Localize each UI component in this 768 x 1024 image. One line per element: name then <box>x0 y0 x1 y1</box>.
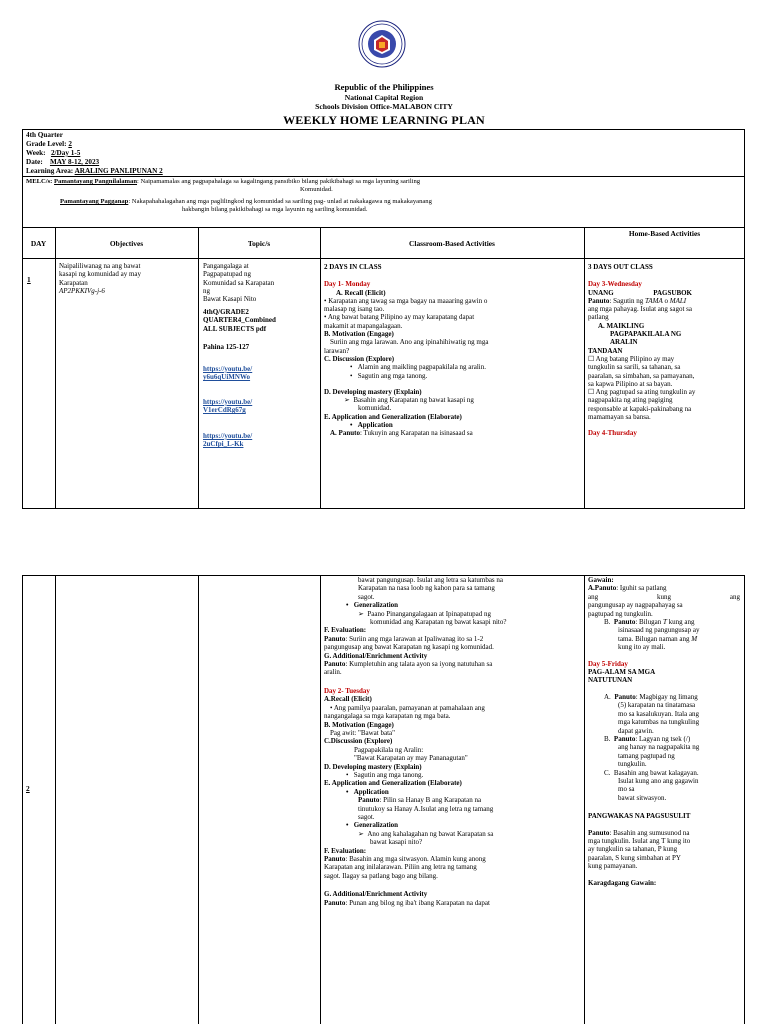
video-link-1[interactable]: https://youtu.be/ y6u6qUiMNWo <box>203 365 253 382</box>
divider <box>55 575 56 1024</box>
home-activities-2: Gawain: A.Panuto: Iguhit sa patlang ang kung ang pangungusap ay nagpapahayag sa pagtupad ng tungkulin. B. Panuto: Bilugan T kung ang isinasaad ng pangungusap ay tama. Bilugan naman ang M kung ito ay mali. Day 5-Friday PAG-ALAM SA MGA NATUTUNAN A. Panuto: Magbigay ng limang (5) karapatan na tinatamasa mo sa kasalukuyan. Itala ang mga katumbas na tungkuling dapat gawin. B. Panuto: Lagyan ng tsek (/) ang hanay na nagpapakita ng tamang pagtupad ng tungkulin. C. Basahin ang bawat kalagayan. Isulat kung ano ang gagawin mo sa bawat sitwasyon. PANGWAKAS NA PAGSUSULIT Panuto: Basahin ang sumusunod na mga tungkulin. Isulat ang T kung ito ay tungkulin sa tahanan, P kung paaralan, S kung simbahan at PY kung pamayanan. Karagdagang Gawain: <box>588 576 740 887</box>
pages-text: Pahina 125-127 <box>203 343 250 351</box>
day-number: 2 <box>26 784 30 793</box>
deped-seal-icon <box>358 20 406 68</box>
area-row: Learning Area: ARALING PANLIPUNAN 2 <box>26 167 163 175</box>
pagganap-row-cont: hakbangin bilang pakikibahagi sa mga layunin ng sariling komunidad. <box>182 206 368 213</box>
classroom-activities-1: 2 DAYS IN CLASS Day 1- Monday A. Recall (Elicit) • Karapatan ang tawag sa mga bagay na maaaring gawin o malasap ng isang tao. • Ang bawat batang Pilipino ay may karapatang dapat makamit at mapangalagaan. B. Motivation (Engage) Suriin ang mga larawan. Ano ang ipinahihiwatig ng mga larawan? C. Discussion (Explore) • Alamin ang maikling pagpapakilala ng aralin. • Sagutin ang mga tanong. D. Developing mastery (Explain) ➢ Basahin ang Karapatan ng bawat kasapi ng komunidad. E. Application and Generalization (Elaborate) • Application A. Panuto: Tukuyin ang Karapatan na isinasaad sa <box>324 263 582 438</box>
objectives-text: Naipaliliwanag na ang bawat kasapi ng komunidad ay may Karapatan AP2PKKIVg-j-6 <box>59 262 142 295</box>
bullet-item: • Alamin ang maikling pagpapakilala ng aralin. <box>350 363 486 372</box>
document-page-2 <box>0 572 768 1024</box>
bullet-item: • Sagutin ang mga tanong. <box>350 371 428 380</box>
video-link-2[interactable]: https://youtu.be/ V1erCdRg67g <box>203 398 253 415</box>
header-republic: Republic of the Philippines <box>334 82 434 92</box>
divider <box>584 227 585 509</box>
grade-row: Grade Level: 2 <box>26 140 72 148</box>
day-number: 1 <box>27 275 31 284</box>
col-home: Home-Based Activities <box>628 229 701 238</box>
header-region: National Capital Region <box>344 93 424 102</box>
divider <box>22 176 745 177</box>
col-topics: Topic/s <box>247 239 271 248</box>
divider <box>320 575 321 1024</box>
topics-text: Pangangalaga at Pagpapatupad ng Komunidad sa Karapatan ng Bawat Kasapi Nito <box>203 262 275 304</box>
classroom-activities-2: bawat pangungusap. Isulat ang letra sa katumbas na Karapatan na nasa loob ng kahon para sa tamang sagot. • Generalization ➢ Paano Pinangangalagaan at Ipinapatupad ng komunidad ang Karapatan ng bawat kasapi nito? F. Evaluation: Panuto: Suriin ang mga larawan at Ipaliwanag ito sa 1-2 pangungusap ang bawat Karapatan ng kasapi ng komunidad. G. Additional/Enrichment Activity Panuto: Kumpletuhin ang talata ayon sa iyong natutuhan sa aralin. Day 2- Tuesday A.Recall (Elicit) • Ang pamilya paaralan, pamayanan at pamahalaan ang nangangalaga sa mga karapatan ng mga bata. B. Motivation (Engage) Pag awit: "Bawat bata" C.Discussion (Explore) Pagpapakilala ng Aralin: "Bawat Karapatan ay may Pananagutan" D. Developing mastery (Explain) • Sagutin ang mga tanong. E. Application and Generalization (Elaborate) • Application Panuto: Pilin sa Hanay B ang Karapatan na tinutukoy sa Hanay A.Isulat ang letra ng tamang sagot. • Generalization ➢ Ano ang kahalagahan ng bawat Karapatan sa bawat kasapi nito? F. Evaluation: Panuto: Basahin ang mga sitwasyon. Alamin kung anong Karapatan ang inilalarawan. Piliin ang letra ng tamang sagot. Ilagay sa patlang bago ang bilang. G. Additional/Enrichment Activity Panuto: Punan ang bilog ng iba't ibang Karapatan na dapat <box>324 576 507 907</box>
arrow-item: ➢ Basahin ang Karapatan ng bawat kasapi ng <box>344 396 474 405</box>
home-activities-1: 3 DAYS OUT CLASS Day 3-Wednesday UNANG PAGSUBOK Panuto: Sagutin ng TAMA o MALI ang mga pahayag. Isulat ang sagot sa patlang A. MAIKLING PAGPAPAKILALA NG ARALIN TANDAAN ☐ Ang batang Pilipino ay may tungkulin sa sarili, sa tahanan, sa paaralan, sa simbahan, sa pamayanan, sa kapwa Pilipino at sa bayan. ☐ Ang pagtupad sa ating tungkulin ay nagpapakita ng ating pagiging responsable at kapaki-pakinabang na mamamayan sa bansa. Day 4-Thursday <box>588 263 696 438</box>
melc-row-cont: Komunidad. <box>300 186 333 193</box>
header-division: Schools Division Office-MALABON CITY <box>315 102 453 111</box>
video-link-3[interactable]: https://youtu.be/ 2uCfpi_L-Kk <box>203 432 253 449</box>
divider <box>55 227 56 509</box>
pagganap-row: Pamantayang Pagganap: Nakapahahalagahan ang mga paglilingkod ng komunidad sa sariling pag- unlad at nakakagawa ng makakayanang <box>60 198 432 205</box>
header-title: WEEKLY HOME LEARNING PLAN <box>283 113 485 127</box>
divider <box>320 227 321 509</box>
col-objectives: Objectives <box>109 239 144 248</box>
date-row: Date: MAY 8-12, 2023 <box>26 158 100 166</box>
divider <box>584 575 585 1024</box>
divider <box>22 227 745 228</box>
divider <box>198 227 199 509</box>
week-row: Week: 2/Day 1-5 <box>26 149 81 157</box>
melc-row: MELC/s: Pamantayang Pangnilalaman: Naipamamalas ang pagpapahalaga sa kagalingang pansibiko bilang pakikibahagi sa mga layuning sariling <box>26 178 421 185</box>
divider <box>198 575 199 1024</box>
quarter-label: 4th Quarter <box>26 131 63 139</box>
reference-text: 4thQ/GRADE2 QUARTER4_Combined ALL SUBJECTS pdf <box>203 308 276 333</box>
divider <box>22 258 745 259</box>
bullet-item: • Application <box>350 421 393 430</box>
col-classroom: Classroom-Based Activities <box>409 239 495 248</box>
col-day: DAY <box>30 239 47 248</box>
